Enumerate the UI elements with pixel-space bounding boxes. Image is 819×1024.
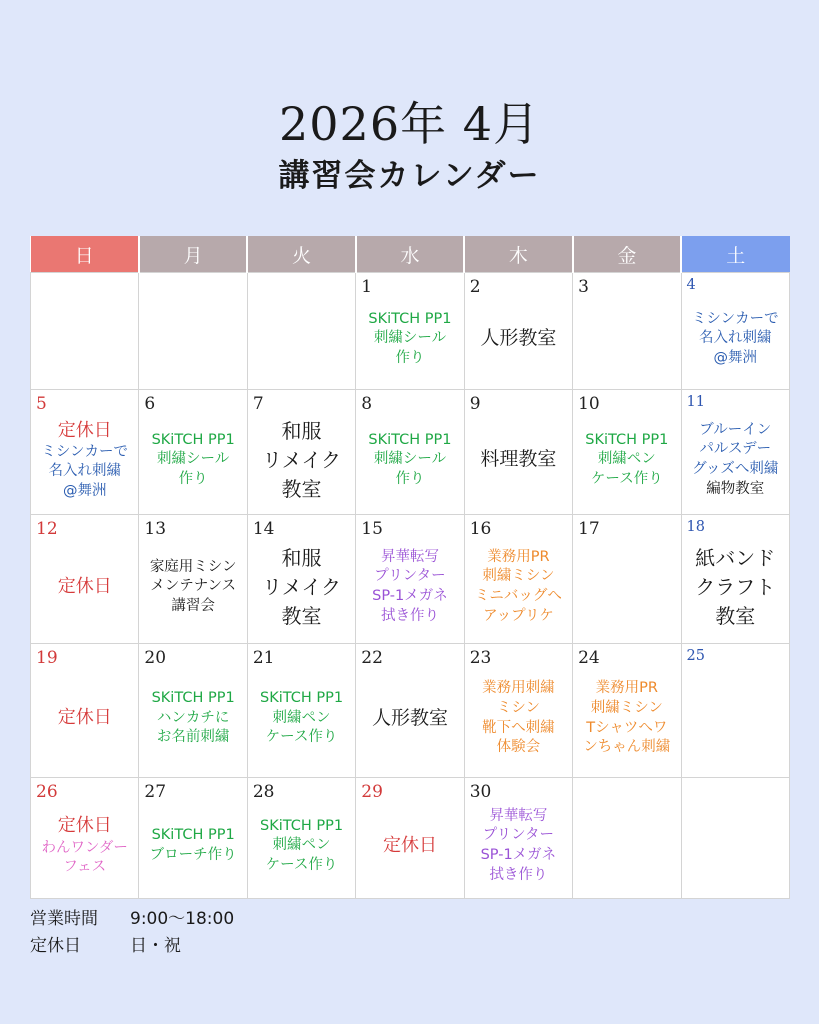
calendar-day-cell xyxy=(356,644,464,778)
weekday-wednesday: 水 xyxy=(356,236,464,273)
closed-day-label: 定休日 xyxy=(57,419,112,441)
day-events xyxy=(682,390,789,514)
event-line: 教室 xyxy=(715,603,756,628)
closed-day-label: 定休日 xyxy=(382,834,437,856)
event-line: SKiTCH PP1 xyxy=(368,310,452,327)
event-line: 刺繍ペン xyxy=(272,709,331,726)
day-number: 23 xyxy=(469,648,492,668)
day-number: 9 xyxy=(469,394,481,414)
event-line: 人形教室 xyxy=(480,327,557,350)
day-events xyxy=(465,644,572,777)
calendar-day-cell xyxy=(464,644,572,778)
day-number: 14 xyxy=(252,519,275,539)
day-number: 2 xyxy=(469,277,481,297)
calendar-day-cell xyxy=(31,390,139,515)
day-number: 1 xyxy=(361,277,373,297)
event-line: 和服 xyxy=(281,418,322,443)
calendar-grid xyxy=(30,236,790,899)
calendar-week-row xyxy=(31,778,790,899)
event-line: 刺繍ミシン xyxy=(482,568,555,585)
event-line: 講習会 xyxy=(171,597,215,614)
event-line: グッズへ刺繍 xyxy=(692,461,779,477)
event-line: アップリケ xyxy=(483,607,554,624)
day-events xyxy=(465,515,572,643)
day-events xyxy=(356,778,463,898)
event-line: 人形教室 xyxy=(371,706,448,729)
event-line: ブルーイン xyxy=(699,421,772,438)
day-number: 17 xyxy=(578,519,600,539)
calendar-day-cell xyxy=(464,515,572,644)
event-line: SP-1メガネ xyxy=(480,847,557,863)
calendar-day-cell xyxy=(356,390,464,515)
calendar-week-row xyxy=(31,273,790,390)
event-line: ハンカチに xyxy=(156,709,230,726)
day-number: 30 xyxy=(469,782,492,802)
event-line: 作り xyxy=(178,470,208,487)
calendar-day-cell xyxy=(247,644,355,778)
event-line: SP-1メガネ xyxy=(372,588,448,604)
event-line: パルスデー xyxy=(699,441,772,458)
business-hours-value: 9:00〜18:00 xyxy=(130,909,235,929)
event-line: 業務用PR xyxy=(487,548,550,565)
day-events xyxy=(248,778,355,898)
page-title: 2026年 4月 xyxy=(279,97,540,151)
calendar-day-cell xyxy=(139,515,247,644)
day-events xyxy=(682,515,789,643)
day-events xyxy=(573,390,680,514)
day-events xyxy=(139,390,246,514)
closed-day-label: 定休日 xyxy=(57,815,112,837)
day-number: 4 xyxy=(686,277,696,293)
day-events xyxy=(356,515,463,643)
event-line: 料理教室 xyxy=(480,448,557,471)
calendar-week-row xyxy=(31,390,790,515)
day-number: 18 xyxy=(686,519,705,535)
event-line: 拭き作り xyxy=(380,607,439,624)
calendar-day-cell xyxy=(139,778,247,899)
event-line: 昇華転写 xyxy=(489,807,548,824)
weekday-saturday: 土 xyxy=(681,236,789,273)
day-events xyxy=(356,644,463,777)
event-line: @舞洲 xyxy=(713,349,758,366)
calendar-week-row xyxy=(31,644,790,778)
event-line: 刺繍ペン xyxy=(597,451,656,468)
day-number: 19 xyxy=(36,648,58,668)
calendar-day-cell xyxy=(247,273,355,390)
event-line: フェス xyxy=(63,859,107,876)
business-hours-row xyxy=(30,906,234,933)
event-line: @舞洲 xyxy=(62,482,107,499)
day-number: 29 xyxy=(361,782,383,802)
event-line: 刺繍シール xyxy=(373,451,447,468)
event-line: ミニバッグへ xyxy=(474,588,562,604)
calendar-day-cell xyxy=(573,515,681,644)
event-line: ブローチ作り xyxy=(149,847,237,863)
calendar-body xyxy=(31,273,790,899)
calendar-day-cell xyxy=(681,644,789,778)
event-line: プリンター xyxy=(374,568,446,585)
day-number: 21 xyxy=(252,648,275,668)
day-number: 10 xyxy=(578,394,600,414)
day-number: 3 xyxy=(578,277,589,297)
day-events xyxy=(139,515,246,643)
calendar-day-cell xyxy=(681,778,789,899)
day-events xyxy=(31,515,138,643)
event-line: 昇華転写 xyxy=(380,548,439,565)
day-events xyxy=(573,644,680,777)
business-info xyxy=(30,906,234,960)
business-hours-label: 営業時間 xyxy=(30,909,98,929)
calendar-day-cell xyxy=(573,390,681,515)
day-events xyxy=(248,390,355,514)
day-events xyxy=(139,778,246,898)
event-line: 靴下へ刺繍 xyxy=(482,719,555,736)
weekday-sunday: 日 xyxy=(31,236,139,273)
day-events xyxy=(465,273,572,389)
day-number: 6 xyxy=(144,394,156,414)
event-line: 拭き作り xyxy=(489,866,548,883)
day-number: 28 xyxy=(252,782,275,802)
weekday-tuesday: 火 xyxy=(247,236,355,273)
event-line: 作り xyxy=(395,349,425,366)
event-line: ケース作り xyxy=(265,729,338,746)
closed-days-value: 日・祝 xyxy=(130,936,181,957)
day-events xyxy=(248,515,355,643)
day-events xyxy=(465,390,572,514)
event-line: プリンター xyxy=(482,827,555,844)
day-events xyxy=(31,778,138,898)
day-number: 7 xyxy=(252,394,264,414)
closed-days-label: 定休日 xyxy=(30,936,81,957)
event-line: 教室 xyxy=(281,603,322,628)
event-line: 名入れ刺繍 xyxy=(48,463,121,480)
day-number: 5 xyxy=(36,394,47,414)
day-number: 24 xyxy=(578,648,600,668)
event-line: 名入れ刺繍 xyxy=(699,330,772,347)
day-number: 16 xyxy=(469,519,492,539)
day-events xyxy=(31,644,138,777)
calendar-day-cell xyxy=(681,273,789,390)
calendar-day-cell xyxy=(681,390,789,515)
event-line: 体験会 xyxy=(496,739,541,756)
closed-days-row xyxy=(30,933,234,960)
day-number: 13 xyxy=(144,519,167,539)
calendar-day-cell xyxy=(573,644,681,778)
calendar-day-cell xyxy=(247,515,355,644)
event-line: 教室 xyxy=(281,476,322,501)
event-line: リメイク xyxy=(262,574,341,599)
event-line: クラフト xyxy=(695,574,776,599)
event-line: SKiTCH PP1 xyxy=(260,690,344,707)
calendar-day-cell xyxy=(464,273,572,390)
event-line: 刺繍シール xyxy=(157,451,230,468)
event-line: 業務用PR xyxy=(595,680,658,697)
calendar-day-cell xyxy=(681,515,789,644)
closed-day-label: 定休日 xyxy=(57,707,112,729)
event-line: 刺繍ペン xyxy=(272,837,331,854)
day-number: 26 xyxy=(36,782,58,802)
event-line: ミシンカーで xyxy=(691,310,779,327)
day-events xyxy=(465,778,572,898)
day-number: 22 xyxy=(361,648,383,668)
event-line: わんワンダー xyxy=(41,839,128,856)
day-events xyxy=(356,273,463,389)
event-line: 刺繍ミシン xyxy=(590,699,663,716)
weekday-header-row xyxy=(31,236,790,273)
day-number: 8 xyxy=(361,394,373,414)
calendar-day-cell xyxy=(356,273,464,390)
calendar-day-cell xyxy=(356,778,464,899)
weekday-friday: 金 xyxy=(573,236,681,273)
event-line: SKiTCH PP1 xyxy=(151,431,235,448)
day-number: 11 xyxy=(686,394,705,410)
event-line: ンちゃん刺繍 xyxy=(583,739,671,756)
event-line: SKiTCH PP1 xyxy=(151,690,235,707)
calendar-day-cell xyxy=(31,644,139,778)
event-line: SKiTCH PP1 xyxy=(260,817,344,834)
day-number: 15 xyxy=(361,519,383,539)
calendar-day-cell xyxy=(31,273,139,390)
event-line: ミシンカーで xyxy=(41,443,129,460)
calendar-day-cell xyxy=(31,778,139,899)
event-line: 業務用刺繍 xyxy=(482,680,555,697)
day-events xyxy=(682,273,789,389)
calendar-day-cell xyxy=(573,778,681,899)
day-events xyxy=(248,644,355,777)
calendar-week-row xyxy=(31,515,790,644)
weekday-thursday: 木 xyxy=(464,236,572,273)
page-subtitle: 講習会カレンダー xyxy=(278,158,541,194)
event-line: ミシン xyxy=(496,699,540,716)
calendar-day-cell xyxy=(139,644,247,778)
calendar-day-cell xyxy=(356,515,464,644)
calendar-day-cell xyxy=(31,515,139,644)
event-line: SKiTCH PP1 xyxy=(585,431,669,448)
calendar-day-cell xyxy=(247,778,355,899)
calendar-day-cell xyxy=(464,778,572,899)
event-line: SKiTCH PP1 xyxy=(151,827,235,844)
calendar-day-cell xyxy=(464,390,572,515)
day-number: 20 xyxy=(144,648,167,668)
calendar-day-cell xyxy=(139,273,247,390)
day-events xyxy=(356,390,463,514)
calendar-day-cell xyxy=(139,390,247,515)
weekday-monday: 月 xyxy=(139,236,247,273)
closed-day-label: 定休日 xyxy=(57,575,112,597)
event-line: お名前刺繍 xyxy=(156,729,230,746)
event-line: Tシャツへワ xyxy=(586,719,668,736)
day-number: 12 xyxy=(36,519,58,539)
event-line: 紙バンド xyxy=(695,545,776,570)
event-line: 和服 xyxy=(281,545,322,570)
day-number: 27 xyxy=(144,782,167,802)
event-line: リメイク xyxy=(262,447,341,472)
event-line: ケース作り xyxy=(265,856,338,873)
day-events xyxy=(31,390,138,514)
day-events xyxy=(139,644,246,777)
event-line: 刺繍シール xyxy=(373,330,447,347)
event-line: 作り xyxy=(395,470,425,487)
event-line: SKiTCH PP1 xyxy=(368,431,452,448)
event-line: メンテナンス xyxy=(150,578,237,595)
event-line: ケース作り xyxy=(590,470,663,487)
calendar-day-cell xyxy=(573,273,681,390)
calendar-day-cell xyxy=(247,390,355,515)
event-line: 家庭用ミシン xyxy=(149,558,237,575)
event-line: 編物教室 xyxy=(706,480,765,497)
day-number: 25 xyxy=(686,648,705,664)
